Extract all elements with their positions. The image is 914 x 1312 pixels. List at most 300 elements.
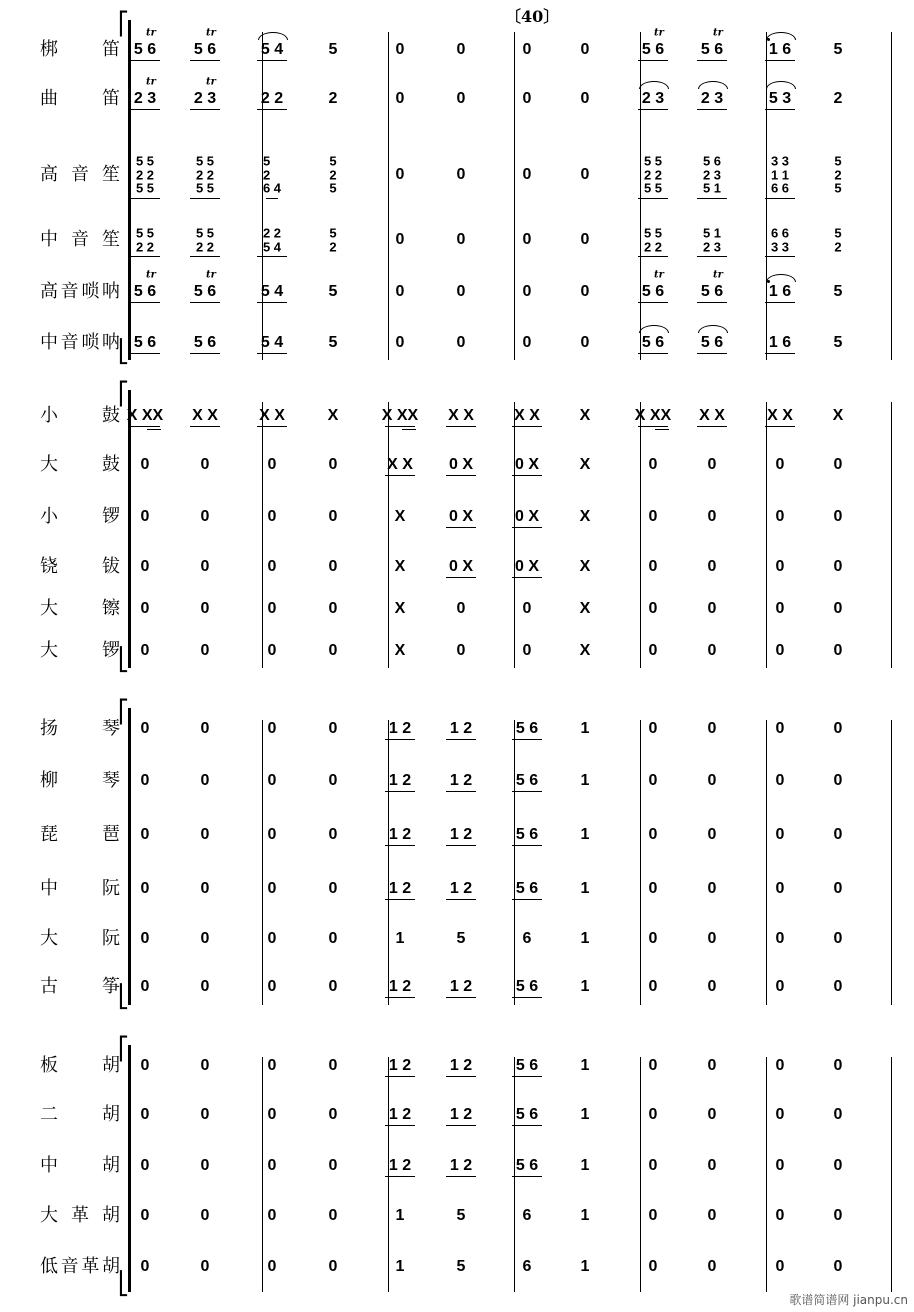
beam-underline <box>512 739 542 740</box>
note-group: 0 <box>522 231 532 248</box>
note-group: 0 <box>267 508 277 525</box>
note-group: 1 2 <box>388 826 412 843</box>
note-group: 0 <box>200 772 210 789</box>
bar-line <box>388 32 389 360</box>
beam-underline <box>512 791 542 792</box>
beam-underline <box>765 302 795 303</box>
note-group: X <box>832 407 844 424</box>
beam-underline <box>385 426 415 427</box>
bar-line <box>891 720 892 1005</box>
bar-line <box>891 402 892 668</box>
beam-underline <box>638 256 668 257</box>
beam-underline <box>638 60 668 61</box>
note-group: 0 <box>707 720 717 737</box>
slur-mark <box>766 81 796 89</box>
note-group: 0 <box>522 41 532 58</box>
note-group: 0 <box>707 826 717 843</box>
beam-underline <box>512 1076 542 1077</box>
note-group: 0 <box>580 283 590 300</box>
beam-underline <box>266 198 278 199</box>
note-group: 0 <box>200 930 210 947</box>
note-group: 1 <box>580 772 590 789</box>
octave-dot <box>767 280 770 283</box>
note-group: 0 <box>200 642 210 659</box>
note-group: 5 <box>833 283 843 300</box>
note-group: 0 <box>522 642 532 659</box>
bar-line <box>514 720 515 1005</box>
slur-mark <box>766 32 796 40</box>
beam-underline <box>385 791 415 792</box>
note-group: 0 <box>580 90 590 107</box>
beam-underline <box>638 426 668 427</box>
beam-underline <box>765 109 795 110</box>
beam-underline <box>402 429 416 430</box>
instrument-name: 高音唢呐 <box>40 281 120 302</box>
note-group: 0 <box>833 1057 843 1074</box>
note-group: X <box>579 456 591 473</box>
instrument-name: 琵 琶 <box>40 824 120 845</box>
note-group: 5 3 <box>768 90 792 107</box>
note-group: X XX <box>381 407 419 424</box>
note-group: 5 6 <box>700 334 724 351</box>
note-group: 5 2 <box>329 225 337 254</box>
note-group: 0 <box>648 880 658 897</box>
system-brace: ⎣ <box>118 1272 129 1297</box>
note-group: 0 <box>833 558 843 575</box>
note-group: 5 4 <box>260 283 284 300</box>
beam-underline <box>512 1125 542 1126</box>
note-group: 1 <box>580 1157 590 1174</box>
bar-line <box>262 720 263 1005</box>
note-group: 0 <box>833 600 843 617</box>
note-group: 0 <box>707 772 717 789</box>
note-group: 0 <box>140 1207 150 1224</box>
beam-underline <box>697 302 727 303</box>
beam-underline <box>190 302 220 303</box>
note-group: 0 <box>328 720 338 737</box>
note-group: 0 <box>140 772 150 789</box>
note-group: 5 6 <box>193 334 217 351</box>
system-line <box>128 708 131 1005</box>
instrument-name: 板 胡 <box>40 1055 120 1076</box>
beam-underline <box>512 475 542 476</box>
instrument-name: 小 鼓 <box>40 405 120 426</box>
note-group: 5 6 <box>133 283 157 300</box>
instrument-name: 二 胡 <box>40 1104 120 1125</box>
note-group: 0 <box>200 1207 210 1224</box>
note-group: 1 2 <box>449 772 473 789</box>
beam-underline <box>257 426 287 427</box>
note-group: 0 <box>648 1106 658 1123</box>
note-group: 5 4 <box>260 334 284 351</box>
note-group: 1 2 <box>388 1057 412 1074</box>
beam-underline <box>446 1176 476 1177</box>
beam-underline <box>130 353 160 354</box>
note-group: 0 <box>328 1057 338 1074</box>
instrument-name: 中 阮 <box>40 878 120 899</box>
note-group: 1 <box>580 1258 590 1275</box>
instrument-name: 中音笙 <box>40 229 120 250</box>
instrument-name: 曲 笛 <box>40 88 120 109</box>
beam-underline <box>385 1176 415 1177</box>
note-group: 0 <box>328 600 338 617</box>
note-group: 5 6 <box>641 283 665 300</box>
note-group: 0 <box>775 930 785 947</box>
note-group: 1 6 <box>768 41 792 58</box>
note-group: 2 3 <box>700 90 724 107</box>
note-group: 5 6 2 3 5 1 <box>702 153 722 196</box>
beam-underline <box>697 198 727 199</box>
note-group: X XX <box>634 407 672 424</box>
note-group: 0 <box>140 826 150 843</box>
bar-line <box>640 402 641 668</box>
beam-underline <box>446 845 476 846</box>
note-group: 0 <box>395 231 405 248</box>
note-group: 5 6 <box>641 334 665 351</box>
beam-underline <box>257 60 287 61</box>
beam-underline <box>697 426 727 427</box>
note-group: 0 <box>395 334 405 351</box>
note-group: 0 <box>140 642 150 659</box>
note-group: 0 <box>522 166 532 183</box>
note-group: 0 <box>775 1157 785 1174</box>
note-group: 0 <box>648 1057 658 1074</box>
note-group: 2 <box>833 90 843 107</box>
note-group: 3 3 1 1 6 6 <box>770 153 790 196</box>
note-group: 0 <box>140 930 150 947</box>
note-group: 5 5 2 2 5 5 <box>643 153 663 196</box>
note-group: 0 <box>456 166 466 183</box>
note-group: 1 2 <box>388 978 412 995</box>
beam-underline <box>697 256 727 257</box>
note-group: 0 <box>648 772 658 789</box>
note-group: 5 6 <box>515 1157 539 1174</box>
note-group: 0 <box>140 1057 150 1074</box>
note-group: 0 <box>833 1258 843 1275</box>
watermark: 歌谱简谱网 jianpu.cn <box>789 1293 908 1307</box>
note-group: 0 <box>267 826 277 843</box>
trill-mark: tr <box>146 269 156 281</box>
bar-line <box>891 1057 892 1292</box>
note-group: X <box>579 642 591 659</box>
instrument-name: 低音革胡 <box>40 1256 120 1277</box>
note-group: 2 <box>328 90 338 107</box>
trill-mark: tr <box>206 76 216 88</box>
note-group: 0 <box>833 1106 843 1123</box>
note-group: 2 3 <box>193 90 217 107</box>
instrument-name: 大 锣 <box>40 640 120 661</box>
beam-underline <box>385 739 415 740</box>
rehearsal-mark: 〔40〕 <box>505 7 560 26</box>
beam-underline <box>446 475 476 476</box>
beam-underline <box>190 353 220 354</box>
instrument-name: 中音唢呐 <box>40 332 120 353</box>
note-group: 6 6 3 3 <box>770 225 790 254</box>
note-group: 0 <box>775 1258 785 1275</box>
note-group: 6 <box>522 1258 532 1275</box>
note-group: 0 <box>707 642 717 659</box>
bar-line <box>514 32 515 360</box>
note-group: 1 2 <box>449 1106 473 1123</box>
note-group: 0 <box>267 930 277 947</box>
beam-underline <box>385 997 415 998</box>
beam-underline <box>638 302 668 303</box>
note-group: 0 <box>200 508 210 525</box>
note-group: 5 <box>456 1207 466 1224</box>
note-group: 5 6 <box>193 41 217 58</box>
bar-line <box>640 720 641 1005</box>
note-group: 1 2 <box>388 772 412 789</box>
beam-underline <box>385 845 415 846</box>
note-group: 0 <box>648 508 658 525</box>
note-group: 0 <box>833 978 843 995</box>
note-group: 5 5 2 2 5 5 <box>195 153 215 196</box>
system-brace: ⎣ <box>118 648 129 673</box>
beam-underline <box>446 577 476 578</box>
beam-underline <box>385 1076 415 1077</box>
note-group: 5 2 5 <box>329 153 337 196</box>
note-group: 0 <box>456 231 466 248</box>
beam-underline <box>446 791 476 792</box>
note-group: 1 <box>580 880 590 897</box>
note-group: 0 <box>775 1106 785 1123</box>
trill-mark: tr <box>146 76 156 88</box>
instrument-name: 铙 钹 <box>40 556 120 577</box>
note-group: 0 <box>140 978 150 995</box>
note-group: 0 <box>580 41 590 58</box>
note-group: 0 <box>328 558 338 575</box>
beam-underline <box>638 109 668 110</box>
instrument-name: 大 阮 <box>40 928 120 949</box>
note-group: 0 <box>328 456 338 473</box>
note-group: X <box>579 558 591 575</box>
beam-underline <box>446 997 476 998</box>
beam-underline <box>130 256 160 257</box>
note-group: X <box>394 558 406 575</box>
bar-line <box>388 402 389 668</box>
note-group: 5 6 <box>193 283 217 300</box>
bar-line <box>262 402 263 668</box>
beam-underline <box>697 109 727 110</box>
note-group: 5 5 2 2 <box>195 225 215 254</box>
beam-underline <box>512 426 542 427</box>
note-group: 1 <box>580 826 590 843</box>
note-group: 0 <box>833 826 843 843</box>
note-group: 0 <box>775 600 785 617</box>
note-group: 0 <box>522 600 532 617</box>
note-group: 5 <box>328 283 338 300</box>
note-group: 5 <box>456 930 466 947</box>
note-group: 0 <box>775 720 785 737</box>
beam-underline <box>130 60 160 61</box>
note-group: 0 <box>140 558 150 575</box>
bar-line <box>891 32 892 360</box>
note-group: 5 6 <box>515 772 539 789</box>
bar-line <box>766 32 767 360</box>
note-group: 1 2 <box>388 880 412 897</box>
note-group: 0 <box>267 1057 277 1074</box>
note-group: 0 <box>775 558 785 575</box>
beam-underline <box>512 527 542 528</box>
note-group: 0 <box>707 1106 717 1123</box>
note-group: X <box>394 508 406 525</box>
bar-line <box>514 1057 515 1292</box>
note-group: 0 <box>267 642 277 659</box>
note-group: 0 <box>328 1207 338 1224</box>
note-group: 1 2 <box>449 1157 473 1174</box>
note-group: 0 <box>395 283 405 300</box>
note-group: 0 <box>140 1258 150 1275</box>
beam-underline <box>446 426 476 427</box>
instrument-name: 大革胡 <box>40 1205 120 1226</box>
note-group: 0 <box>200 720 210 737</box>
note-group: 5 2 6 4 <box>262 153 282 196</box>
bar-line <box>640 32 641 360</box>
note-group: 1 6 <box>768 283 792 300</box>
instrument-name: 大 镲 <box>40 598 120 619</box>
note-group: 0 <box>328 1157 338 1174</box>
note-group: 0 <box>707 558 717 575</box>
note-group: 0 <box>833 720 843 737</box>
slur-mark <box>766 274 796 282</box>
note-group: 0 <box>328 978 338 995</box>
beam-underline <box>190 198 220 199</box>
note-group: 0 X <box>448 558 474 575</box>
instrument-name: 大 鼓 <box>40 454 120 475</box>
note-group: 0 <box>200 600 210 617</box>
note-group: 0 <box>833 508 843 525</box>
note-group: 0 <box>707 456 717 473</box>
beam-underline <box>130 198 160 199</box>
note-group: 0 <box>707 600 717 617</box>
trill-mark: tr <box>206 27 216 39</box>
note-group: 5 6 <box>700 283 724 300</box>
note-group: X X <box>699 407 725 424</box>
note-group: 5 2 5 <box>834 153 842 196</box>
beam-underline <box>385 1125 415 1126</box>
beam-underline <box>697 60 727 61</box>
beam-underline <box>512 1176 542 1177</box>
note-group: 1 <box>580 1106 590 1123</box>
note-group: 0 <box>267 978 277 995</box>
beam-underline <box>446 899 476 900</box>
note-group: 1 <box>580 1207 590 1224</box>
note-group: 5 4 <box>260 41 284 58</box>
note-group: 5 6 <box>515 978 539 995</box>
trill-mark: tr <box>713 27 723 39</box>
beam-underline <box>512 845 542 846</box>
beam-underline <box>257 353 287 354</box>
note-group: 0 <box>267 720 277 737</box>
bar-line <box>388 1057 389 1292</box>
note-group: 0 <box>580 166 590 183</box>
instrument-name: 梆 笛 <box>40 39 120 60</box>
note-group: 0 <box>267 880 277 897</box>
system-brace: ⎡ <box>118 382 129 407</box>
note-group: 1 2 <box>449 826 473 843</box>
note-group: 0 <box>267 600 277 617</box>
bar-line <box>262 1057 263 1292</box>
note-group: X X <box>192 407 218 424</box>
note-group: 5 6 <box>515 1106 539 1123</box>
note-group: 5 6 <box>515 720 539 737</box>
note-group: 0 <box>395 90 405 107</box>
slur-mark <box>639 81 669 89</box>
note-group: 0 <box>648 1258 658 1275</box>
slur-mark <box>639 325 669 333</box>
note-group: 0 <box>140 880 150 897</box>
beam-underline <box>257 109 287 110</box>
instrument-name: 柳 琴 <box>40 770 120 791</box>
note-group: 0 X <box>448 508 474 525</box>
note-group: 0 <box>267 1157 277 1174</box>
beam-underline <box>190 426 220 427</box>
slur-mark <box>698 81 728 89</box>
instrument-name: 小 锣 <box>40 506 120 527</box>
trill-mark: tr <box>713 269 723 281</box>
bar-line <box>262 32 263 360</box>
note-group: 0 <box>648 978 658 995</box>
beam-underline <box>446 739 476 740</box>
note-group: 0 <box>140 720 150 737</box>
note-group: X <box>579 600 591 617</box>
beam-underline <box>512 899 542 900</box>
note-group: 0 <box>200 558 210 575</box>
note-group: X <box>579 508 591 525</box>
beam-underline <box>257 302 287 303</box>
note-group: 0 <box>267 558 277 575</box>
note-group: 0 <box>140 1157 150 1174</box>
note-group: 5 6 <box>700 41 724 58</box>
beam-underline <box>765 60 795 61</box>
slur-mark <box>698 325 728 333</box>
note-group: X X <box>448 407 474 424</box>
system-brace: ⎡ <box>118 1037 129 1062</box>
note-group: 5 <box>328 334 338 351</box>
bar-line <box>388 720 389 1005</box>
system-brace: ⎣ <box>118 340 129 365</box>
note-group: 0 <box>833 880 843 897</box>
note-group: 0 X <box>448 456 474 473</box>
note-group: 0 <box>267 1207 277 1224</box>
note-group: 5 6 <box>515 1057 539 1074</box>
octave-dot <box>767 38 770 41</box>
beam-underline <box>257 256 287 257</box>
note-group: 0 <box>707 1057 717 1074</box>
note-group: 0 <box>648 558 658 575</box>
note-group: 0 <box>833 1157 843 1174</box>
trill-mark: tr <box>146 27 156 39</box>
note-group: 0 <box>140 1106 150 1123</box>
note-group: 0 <box>456 41 466 58</box>
note-group: 0 <box>328 1106 338 1123</box>
note-group: 1 2 <box>388 720 412 737</box>
note-group: 0 <box>648 456 658 473</box>
system-line <box>128 390 131 668</box>
note-group: 0 <box>833 642 843 659</box>
note-group: 6 <box>522 930 532 947</box>
note-group: 0 <box>707 1258 717 1275</box>
note-group: 0 <box>200 880 210 897</box>
trill-mark: tr <box>654 269 664 281</box>
note-group: 1 2 <box>449 1057 473 1074</box>
note-group: 0 <box>200 456 210 473</box>
note-group: 6 <box>522 1207 532 1224</box>
note-group: 2 2 <box>260 90 284 107</box>
note-group: 0 <box>707 930 717 947</box>
beam-underline <box>697 353 727 354</box>
note-group: 5 6 <box>133 334 157 351</box>
